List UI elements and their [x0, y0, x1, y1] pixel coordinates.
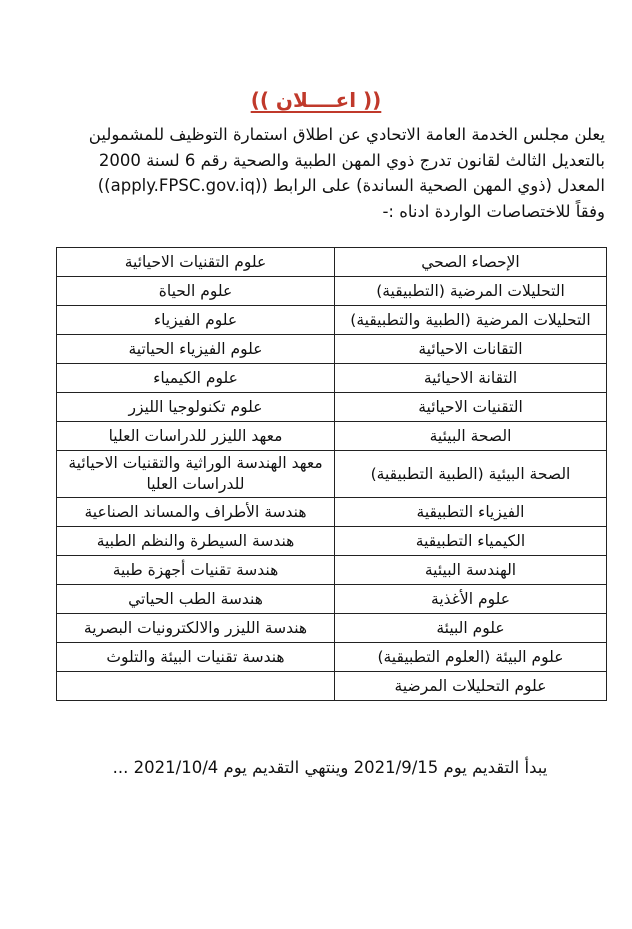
application-dates: يبدأ التقديم يوم 2021/9/15 وينتهي التقديم يوم 2021/10/4 ...	[112, 758, 548, 777]
table-cell: هندسة الليزر والالكترونيات البصرية	[57, 614, 335, 643]
table-cell: هندسة السيطرة والنظم الطبية	[57, 527, 335, 556]
table-cell: علوم التحليلات المرضية	[335, 672, 607, 701]
table-cell: التحليلات المرضية (التطبيقية)	[335, 277, 607, 306]
table-row	[57, 335, 607, 364]
table-cell: علوم التقنيات الاحيائية	[57, 248, 335, 277]
table-row	[57, 527, 607, 556]
table-cell: التقانات الاحيائية	[335, 335, 607, 364]
table-cell: هندسة تقنيات أجهزة طبية	[57, 556, 335, 585]
table-cell: هندسة تقنيات البيئة والتلوث	[57, 643, 335, 672]
table-cell: الهندسة البيئية	[335, 556, 607, 585]
table-row	[57, 672, 607, 701]
table-cell: علوم البيئة	[335, 614, 607, 643]
table-cell: التقنيات الاحيائية	[335, 393, 607, 422]
table-row	[57, 306, 607, 335]
intro-line: المعدل (ذوي المهن الصحية الساندة) على الرابط ((apply.FPSC.gov.iq))	[97, 176, 605, 195]
table-cell: علوم الفيزياء الحياتية	[57, 335, 335, 364]
table-row	[57, 451, 607, 498]
intro-line: وفقاً للاختصاصات الواردة ادناه :-	[382, 201, 605, 221]
table-cell: علوم الفيزياء	[57, 306, 335, 335]
table-row	[57, 556, 607, 585]
table-cell: الكيمياء التطبيقية	[335, 527, 607, 556]
table-row	[57, 364, 607, 393]
table-row	[57, 643, 607, 672]
table-cell: هندسة الطب الحياتي	[57, 585, 335, 614]
table-cell: علوم الأغذية	[335, 585, 607, 614]
table-row	[57, 393, 607, 422]
table-row	[57, 248, 607, 277]
table-cell: الإحصاء الصحي	[335, 248, 607, 277]
table-cell: هندسة الأطراف والمساند الصناعية	[57, 498, 335, 527]
table-cell: علوم تكنولوجيا الليزر	[57, 393, 335, 422]
table-cell: علوم الحياة	[57, 277, 335, 306]
table-row	[57, 498, 607, 527]
intro-line: بالتعديل الثالث لقانون تدرج ذوي المهن الطبية والصحية رقم 6 لسنة 2000	[98, 150, 605, 170]
table-row	[57, 614, 607, 643]
table-cell: معهد الليزر للدراسات العليا	[57, 422, 335, 451]
table-cell: التحليلات المرضية (الطبية والتطبيقية)	[335, 306, 607, 335]
table-row	[57, 422, 607, 451]
table-cell: معهد الهندسة الوراثية والتقنيات الاحيائية للدراسات العليا	[57, 451, 335, 498]
table-cell: الصحة البيئية	[335, 422, 607, 451]
intro-line: يعلن مجلس الخدمة العامة الاتحادي عن اطلاق استمارة التوظيف للمشمولين	[88, 125, 605, 144]
table-cell: الصحة البيئية (الطبية التطبيقية)	[335, 451, 607, 498]
table-row	[57, 585, 607, 614]
announcement-title-text: (( اعــــلان ))	[250, 88, 382, 112]
table-row	[57, 277, 607, 306]
specializations-table	[56, 247, 607, 701]
announcement-title	[0, 88, 632, 112]
table-cell: الفيزياء التطبيقية	[335, 498, 607, 527]
table-cell: علوم البيئة (العلوم التطبيقية)	[335, 643, 607, 672]
table-cell: علوم الكيمياء	[57, 364, 335, 393]
table-cell: التقانة الاحيائية	[335, 364, 607, 393]
announcement-intro	[40, 122, 605, 224]
table-cell	[57, 672, 335, 701]
